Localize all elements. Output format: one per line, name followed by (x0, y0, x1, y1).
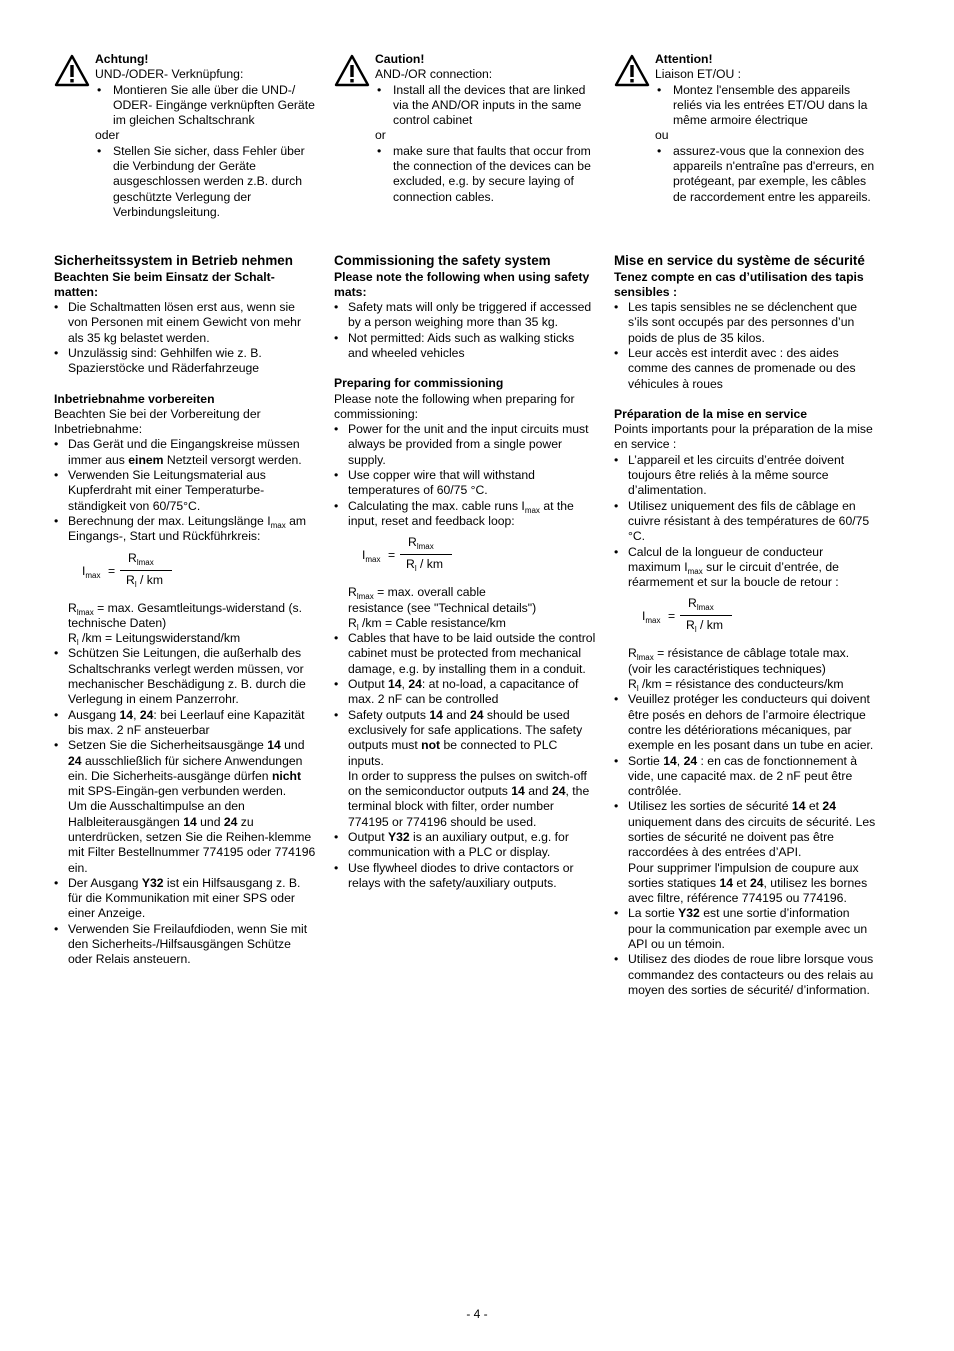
list-item: • Utilisez uniquement des fils de câblage en cuivre résistant à des températures de 60/75 °C. (614, 499, 876, 545)
warning-triangle-icon (334, 54, 370, 88)
list-item: • Power for the unit and the input circuits must always be provided from a single power supply. (334, 422, 596, 468)
cable-length-formula: $I_{max}$ = $R_{lmax}$ $R_l$ / km (82, 551, 316, 595)
list-item: • Les tapis sensibles ne se déclenchent que s’ils sont occupés par des personnes d’un poids de plus de 35 kilos. (614, 300, 876, 346)
warning-item: • Montieren Sie alle über die UND-/ ODER- Eingänge verknüpften Geräte im gleichen Schaltschrank (95, 83, 316, 129)
list-item: • La sortie Y32 est une sortie d’information pour la communication par exemple avec un API ou un témoin. (614, 906, 876, 952)
prep-title: Preparing for commissioning (334, 376, 504, 391)
warning-triangle-icon (54, 54, 90, 88)
warning-title: Caution! (375, 52, 425, 66)
warning-subtitle: Liaison ET/OU : (655, 67, 742, 82)
formula-note: $R_{lmax} = \max$. overall cable (348, 585, 486, 602)
formula-note: $R_{lmax} = \max$. Gesamtleitungs-widerstand (s. technische Daten) (68, 600, 302, 630)
prep-intro: Beachten Sie bei der Vorbereitung der Inbetriebnahme: (54, 406, 261, 437)
list-item: • Safety outputs 14 and 24 should be used exclusively for safe applications. The safety outputs must not be connected to PLC inputs. In order to suppress the pulses on switch-off on the semiconductor outputs 14 and 24, the terminal block with filter, order number 774195 or 774196 should be used. (334, 708, 596, 830)
formula-note: resistance (see "Technical details") (348, 600, 537, 615)
list-item: • Veuillez protéger les conducteurs qui doivent être posés en dehors de l’armoire électrique contre les détériorations mécaniques, par exemple en les posant dans un tube en acier. (614, 692, 876, 753)
warning-or: or (375, 128, 386, 143)
list-item: • Utilisez les sorties de sécurité 14 et 24 uniquement dans des circuits de sécurité. Les sorties de sécurité ne doivent pas être raccordées à des entrées d’API. Pour supprimer l'impulsion de coupure aux sorties statiques 14 et 24, utilisez les bornes avec filtre, référence 774195 ou 774196. (614, 799, 876, 906)
prep-title: Inbetriebnahme vorbereiten (54, 391, 215, 406)
column-french (614, 52, 876, 998)
warning-block (54, 52, 316, 232)
list-item: • Calcul de la longueur de conducteur maximum $I_{max}$ sur le circuit d’entrée, de réarmement et sur la boucle de retour : $I_{max}$ = $R_{lmax}$ $R_l$ / km $R_{lmax}$ = résistance de câblage totale max. (voir les caractéristiques techniques) $R_l$ /km = résistance des conducteurs/km (614, 545, 876, 693)
list-item: • Setzen Sie die Sicherheitsausgänge 14 und 24 ausschließlich für sichere Anwendungen ein. Die Sicherheits-ausgänge dürfen nicht mit SPS-Eingän-gen verbunden werden. Um die Ausschaltimpulse an den Halbleiterausgängen 14 und 24 zu unterdrücken, setzen Sie die Reihen-klemme mit Filter Bestellnummer 774195 oder 774196 ein. (54, 738, 316, 876)
list-item: • Unzulässig sind: Gehhilfen wie z. B. Spazierstöcke und Räderfahrzeuge (54, 346, 316, 377)
mats-title: Please note the following when using safety mats: (334, 269, 590, 299)
list-item: • Die Schaltmatten lösen erst aus, wenn sie von Personen mit einem Gewicht von mehr als 35 kg belastet werden. (54, 300, 316, 346)
warning-subtitle: AND-/OR connection: (375, 67, 493, 82)
prep-intro: Please note the following when preparing for commissioning: (334, 391, 575, 421)
list-item: • Verwenden Sie Leitungsmaterial aus Kupferdraht mit einer Temperaturbe-ständigkeit von 60/75°C. (54, 468, 316, 514)
cable-length-formula: $I_{max}$ = $R_{lmax}$ $R_l$ / km (642, 596, 876, 640)
list-item: • Der Ausgang Y32 ist ein Hilfsausgang z. B. für die Kommunikation mit einer SPS oder einer Anzeige. (54, 876, 316, 922)
list-item: • L’appareil et les circuits d’entrée doivent toujours être reliés à la même source d’alimentation. (614, 453, 876, 499)
warning-item: • assurez-vous que la connexion des appareils n'entraîne pas d'erreurs, en protégeant, par exemple, les câbles de raccordement entre les appareils. (655, 144, 876, 205)
warning-or: ou (655, 128, 669, 143)
warning-subtitle: UND-/ODER- Verknüpfung: (95, 67, 244, 82)
list-item: • Leur accès est interdit avec : des aides comme des cannes de promenade ou des véhicules à roues (614, 346, 876, 392)
column-english (334, 52, 596, 891)
list-item: • Verwenden Sie Freilaufdioden, wenn Sie mit den Sicherheits-/Hilfsausgängen Schütze oder Relais ansteuern. (54, 922, 316, 968)
cable-length-formula: $I_{max}$ = $R_{lmax}$ $R_l$ / km (362, 535, 596, 579)
warning-item: • Install all the devices that are linked via the AND/OR inputs in the same control cabinet (375, 83, 596, 129)
list-item: • Berechnung der max. Leitungslänge $I_{max}$ am Eingangs-, Start und Rückführkreis: $I_{max}$ = $R_{lmax}$ $R_l$ / km $R_{lmax} = \max$. Gesamtleitungs-widerstand (s. technische Daten) $R_l$ /km = Leitungswiderstand/km (54, 514, 316, 646)
prep-intro: Points importants pour la préparation de la mise en service : (614, 422, 873, 452)
warning-title: Attention! (655, 52, 713, 66)
formula-note: $R_l$ /km = résistance des conducteurs/km (628, 677, 844, 694)
warning-item: • make sure that faults that occur from the connection of the devices can be excluded, e.g. by secure laying of connection cables. (375, 144, 596, 205)
list-item: • Calculating the max. cable runs $I_{max}$ at the input, reset and feedback loop: $I_{max}$ = $R_{lmax}$ $R_l$ / km $R_{lmax} = \max$. overall cable resistance (see "Technical details") $R_l$ /km = Cable resistance/km (334, 499, 596, 631)
warning-item: • Stellen Sie sicher, dass Fehler über die Verbindung der Geräte ausgeschlossen werden z.B. durch geschützte Verlegung der Verbindungsleitung. (95, 144, 316, 220)
warning-item: • Montez l'ensemble des appareils reliés via les entrées ET/OU dans la même armoire électrique (655, 83, 876, 129)
warning-block (614, 52, 876, 232)
list-item: • Utilisez des diodes de roue libre lorsque vous commandez des contacteurs ou des relais au moyen des sorties de sécurité/ d’information. (614, 952, 876, 998)
list-item: • Use copper wire that will withstand temperatures of 60/75 °C. (334, 468, 596, 499)
prep-title: Préparation de la mise en service (614, 406, 808, 421)
formula-note: $R_l$ /km = Cable resistance/km (348, 615, 506, 632)
mats-title: Beachten Sie beim Einsatz der Schalt-matten: (54, 269, 275, 299)
list-item: • Not permitted: Aids such as walking sticks and wheeled vehicles (334, 331, 596, 362)
page-number: - 4 - (466, 1307, 488, 1321)
list-item: • Use flywheel diodes to drive contactors or relays with the safety/auxiliary outputs. (334, 861, 596, 892)
column-german (54, 52, 316, 968)
warning-block (334, 52, 596, 232)
warning-title: Achtung! (95, 52, 149, 66)
section-heading: Commissioning the safety system (334, 253, 551, 268)
warning-or: oder (95, 128, 120, 143)
list-item: • Sortie 14, 24 : en cas de fonctionnement à vide, une capacité max. de 2 nF peut être contrôlée. (614, 754, 876, 800)
list-item: • Ausgang 14, 24: bei Leerlauf eine Kapazität bis max. 2 nF ansteuerbar (54, 708, 316, 739)
formula-note: $R_l$ /km = Leitungswiderstand/km (68, 631, 241, 648)
list-item: • Cables that have to be laid outside the control cabinet must be protected from mechanical damage, e.g. by installing them in a conduit. (334, 631, 596, 677)
list-item: • Schützen Sie Leitungen, die außerhalb des Schaltschranks verlegt werden müssen, vor mechanischer Beschädigung z. B. durch die Verlegung in einem Panzerrohr. (54, 646, 316, 707)
formula-note: $R_{lmax}$ = résistance de câblage totale max. (voir les caractéristiques techniques) (628, 646, 850, 676)
section-heading: Mise en service du système de sécurité (614, 253, 865, 268)
list-item: • Output 14, 24: at no-load, a capacitance of max. 2 nF can be controlled (334, 677, 596, 708)
list-item: • Das Gerät und die Eingangskreise müssen immer aus einem Netzteil versorgt werden. (54, 437, 316, 468)
list-item: • Safety mats will only be triggered if accessed by a person weighing more than 35 kg. (334, 300, 596, 331)
warning-triangle-icon (614, 54, 650, 88)
list-item: • Output Y32 is an auxiliary output, e.g. for communication with a PLC or display. (334, 830, 596, 861)
mats-title: Tenez compte en cas d’utilisation des tapis sensibles : (614, 269, 864, 299)
section-heading: Sicherheitssystem in Betrieb nehmen (54, 253, 293, 268)
